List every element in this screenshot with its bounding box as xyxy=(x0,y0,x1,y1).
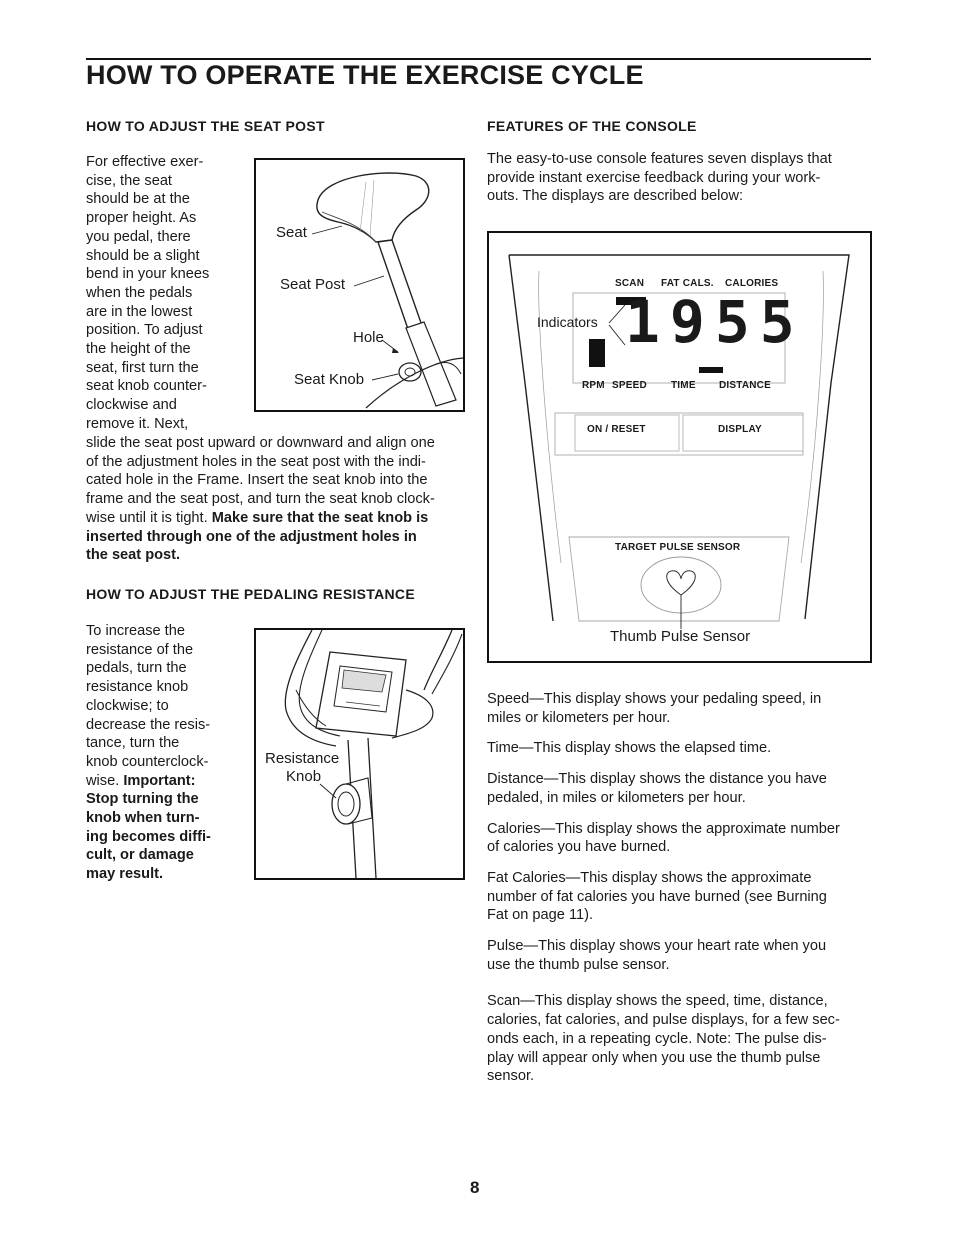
seat-post-figure xyxy=(254,158,465,412)
text-line: cult, or damage xyxy=(86,847,194,864)
knob-label: Knob xyxy=(286,768,322,785)
text-line: Calories—This display shows the approximate number xyxy=(487,820,840,837)
description-paragraph xyxy=(487,820,840,857)
page-number: 8 xyxy=(470,1178,480,1197)
description-paragraph xyxy=(487,690,840,727)
console-descriptions xyxy=(487,690,840,1098)
target-pulse-label: TARGET PULSE SENSOR xyxy=(615,542,741,553)
text-line: remove it. Next, xyxy=(86,415,189,432)
console-heading: FEATURES OF THE CONSOLE xyxy=(487,118,697,134)
text-line: miles or kilometers per hour. xyxy=(487,709,671,726)
text-line: the height of the xyxy=(86,341,191,358)
text-line: number of fat calories you have burned (see Burning xyxy=(487,888,827,905)
text-line: Pulse—This display shows your heart rate when you xyxy=(487,938,827,955)
text-line: cise, the seat xyxy=(86,172,172,189)
description-paragraph xyxy=(487,869,840,925)
text-line: outs. The displays are described below: xyxy=(487,188,744,205)
text-line: seat, first turn the xyxy=(86,359,199,376)
text-line: clockwise and xyxy=(86,397,177,414)
text-line: onds each, in a repeating cycle. Note: The pulse dis- xyxy=(487,1030,827,1047)
text-line: cated hole in the Frame. Insert the seat knob into the xyxy=(86,472,428,489)
page-title: HOW TO OPERATE THE EXERCISE CYCLE xyxy=(86,60,644,90)
text-line: inserted through one of the adjustment holes in xyxy=(86,528,417,545)
seat-bold-lines xyxy=(86,528,435,565)
text-line: should be a slight xyxy=(86,247,200,264)
text-line: Time—This display shows the elapsed time. xyxy=(487,740,772,757)
seat-narrow-text xyxy=(86,153,209,434)
description-paragraph xyxy=(487,770,840,807)
speed-label: SPEED xyxy=(612,380,647,391)
text-line: Fat on page 11). xyxy=(487,907,594,924)
text-line: of the adjustment holes in the seat post with the indi- xyxy=(86,453,426,470)
seat-wide-text xyxy=(86,434,435,565)
text-line: pedals, turn the xyxy=(86,660,187,677)
text-line: may result. xyxy=(86,866,164,883)
text-line: Distance—This display shows the distance you have xyxy=(487,771,827,788)
seat-label: Seat xyxy=(276,224,307,241)
resistance-bold-lines xyxy=(86,790,211,884)
console-figure xyxy=(487,231,872,663)
rpm-label: RPM xyxy=(582,380,605,391)
resistance-label: Resistance xyxy=(265,750,340,767)
description-paragraph xyxy=(487,739,840,758)
text-line: clockwise; to xyxy=(86,697,169,714)
resistance-mixed-line: wise. Important: xyxy=(86,772,196,789)
resistance-text xyxy=(86,622,211,884)
description-paragraph xyxy=(487,937,840,974)
resistance-heading: HOW TO ADJUST THE PEDALING RESISTANCE xyxy=(86,586,415,602)
text-line: Stop turning the xyxy=(86,791,199,808)
text-line: bend in your knees xyxy=(86,266,210,283)
seat-knob-label: Seat Knob xyxy=(294,371,365,388)
seat-wide-lines xyxy=(86,434,435,509)
seat-post-label: Seat Post xyxy=(280,276,346,293)
lcd-readout: 1955 xyxy=(625,288,805,356)
text-line: knob when turn- xyxy=(86,810,200,827)
distance-label: DISTANCE xyxy=(719,380,771,391)
text-line: ing becomes diffi- xyxy=(86,828,211,845)
text-line: you pedal, there xyxy=(86,228,191,245)
text-line: proper height. As xyxy=(86,210,197,227)
time-label: TIME xyxy=(671,380,696,391)
indicators-label: Indicators xyxy=(537,314,598,330)
on-reset-button[interactable]: ON / RESET xyxy=(587,424,646,435)
text-line: are in the lowest xyxy=(86,303,193,320)
text-line: Speed—This display shows your pedaling speed, in xyxy=(487,691,822,707)
calories-label: CALORIES xyxy=(725,278,779,289)
text-line: knob counterclock- xyxy=(86,753,209,770)
text-line: frame and the seat post, and turn the seat knob clock- xyxy=(86,491,435,508)
text-line: use the thumb pulse sensor. xyxy=(487,956,670,973)
text-line: should be at the xyxy=(86,191,190,208)
text-line: position. To adjust xyxy=(86,322,203,339)
text-line: resistance of the xyxy=(86,641,194,658)
hole-label: Hole xyxy=(353,329,384,346)
text-line: when the pedals xyxy=(86,284,193,301)
text-line: sensor. xyxy=(487,1068,535,1085)
text-line: resistance knob xyxy=(86,679,189,696)
text-line: pedaled, in miles or kilometers per hour. xyxy=(487,789,746,806)
seat-heading: HOW TO ADJUST THE SEAT POST xyxy=(86,118,325,134)
text-line: the seat post. xyxy=(86,547,181,564)
text-line: play will appear only when you use the thumb pulse xyxy=(487,1049,821,1066)
seat-mixed-line: wise until it is tight. Make sure that the seat knob is xyxy=(86,509,429,526)
text-line: Fat Calories—This display shows the approximate xyxy=(487,869,812,886)
resistance-plain-lines xyxy=(86,622,211,772)
text-line: calories, fat calories, and pulse displays, for a few sec- xyxy=(487,1012,840,1029)
thumb-pulse-label: Thumb Pulse Sensor xyxy=(610,628,751,645)
scan-label: SCAN xyxy=(615,278,645,289)
text-line: For effective exer- xyxy=(86,154,204,170)
text-line: seat knob counter- xyxy=(86,378,207,395)
text-line: slide the seat post upward or downward and align one xyxy=(86,435,435,451)
text-line: The easy-to-use console features seven displays that xyxy=(487,151,832,167)
description-paragraph xyxy=(487,992,840,1086)
fat-cals-label: FAT CALS. xyxy=(661,278,714,289)
text-line: Scan—This display shows the speed, time, distance, xyxy=(487,993,828,1010)
text-line: decrease the resis- xyxy=(86,716,211,733)
resistance-figure xyxy=(254,628,465,880)
text-line: To increase the xyxy=(86,623,185,639)
console-intro-text xyxy=(487,150,832,206)
text-line: tance, turn the xyxy=(86,735,180,752)
display-button[interactable]: DISPLAY xyxy=(718,424,762,435)
text-line: of calories you have burned. xyxy=(487,839,671,856)
text-line: provide instant exercise feedback during your work- xyxy=(487,169,821,186)
